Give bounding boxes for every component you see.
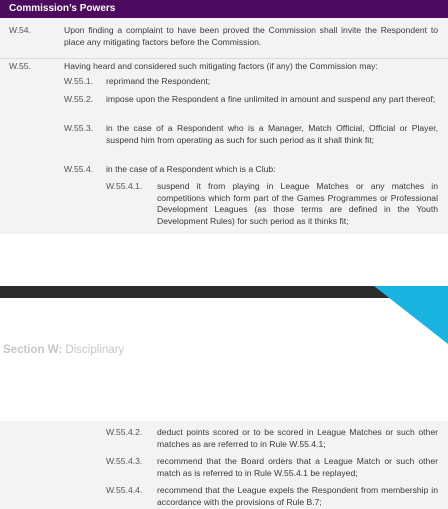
clause-text: recommend that the Board orders that a League Match or such other match as is referred to in Rule W.55.4.1 be replayed;: [157, 456, 438, 478]
clause-number: W.55.4.: [64, 164, 94, 174]
clause-text: impose upon the Respondent a fine unlimited in amount and suspend any part thereof;: [106, 94, 436, 104]
clause-text: reprimand the Respondent;: [106, 76, 211, 86]
clause-number: W.55.4.2.: [106, 427, 143, 437]
clause-text: Having heard and considered such mitigating factors (if any) the Commission may:: [64, 61, 378, 71]
section-title: [3, 344, 124, 356]
clause-text: in the case of a Respondent who is a Manager, Match Official, Official or Player, suspend him from operating as such for such period as it shall think fit;: [106, 123, 438, 145]
clause-number: W.55.4.3.: [106, 456, 143, 466]
clause-number: W.55.4.4.: [106, 485, 143, 495]
section-title-bold: Section W:: [3, 344, 63, 356]
clause-number: W.55.1.: [64, 76, 94, 86]
clause-text: deduct points scored or to be scored in League Matches or such other matches as are referred to in Rule W.55.4.1;: [157, 427, 438, 449]
clause-text: Upon finding a complaint to have been proved the Commission shall invite the Respondent to place any mitigating factors before the Commission.: [64, 25, 438, 47]
divider: [0, 58, 448, 59]
clause-text: in the case of a Respondent which is a Club:: [106, 164, 276, 174]
section-title-rest: Disciplinary: [62, 344, 125, 356]
clause-number: W.54.: [9, 25, 31, 35]
accent-shape: [0, 286, 448, 346]
clause-number: W.55.: [9, 61, 31, 71]
clause-number: W.55.4.1.: [106, 181, 143, 191]
clause-text: suspend it from playing in League Matches or any matches in competitions which form part of the Games Programmes or Professional Development Leagues (as those terms are defined in the Youth Development Rules) for such period as it thinks fit;: [157, 181, 438, 226]
clause-text: recommend that the League expels the Respondent from membership in accordance with the provisions of Rule B.7;: [157, 485, 438, 507]
section-header: Commission’s Powers: [0, 0, 448, 18]
clause-number: W.55.2.: [64, 94, 94, 104]
clause-number: W.55.3.: [64, 123, 94, 133]
